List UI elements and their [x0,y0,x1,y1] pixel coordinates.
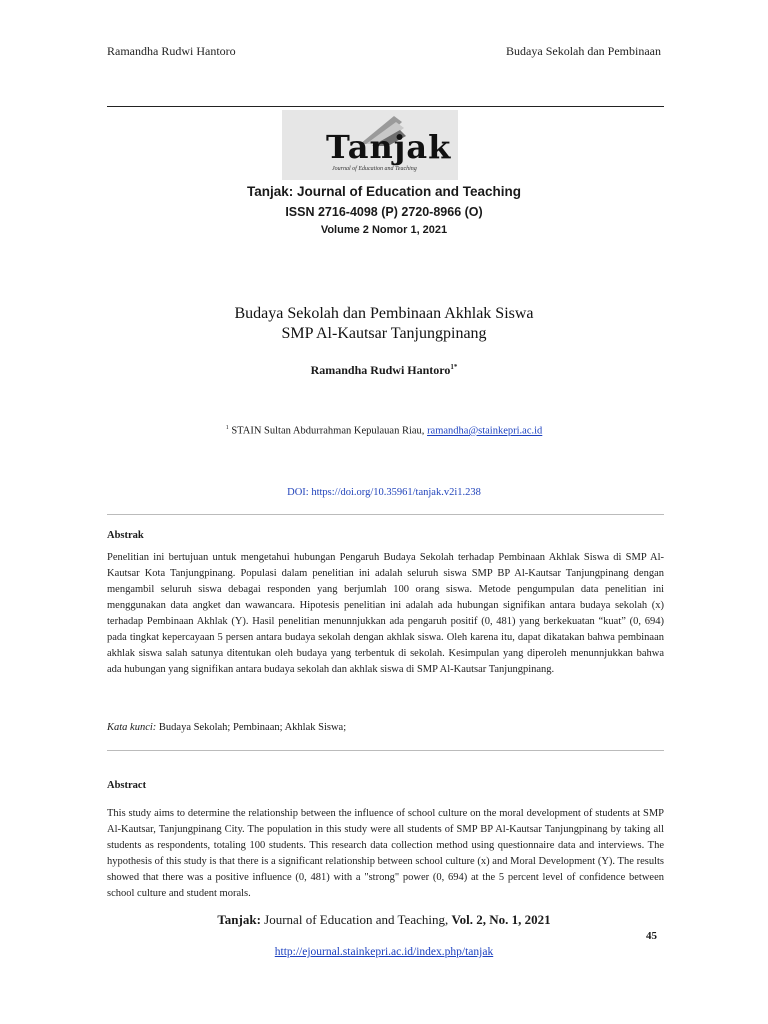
running-header [107,44,661,59]
abstrak-heading: Abstrak [107,530,144,541]
author-email-link[interactable]: ramandha@stainkepri.ac.id [427,425,543,437]
affiliation-superscript: 1 [225,425,229,431]
logo-tagline: Journal of Education and Teaching [332,166,417,172]
doi-link[interactable]: DOI: https://doi.org/10.35961/tanjak.v2i1.238 [287,487,481,498]
abstrak-top-rule [107,514,664,515]
article-title-line2: SMP Al-Kautsar Tanjungpinang [281,325,487,342]
journal-url-link[interactable]: http://ejournal.stainkepri.ac.id/index.php/tanjak [274,946,494,958]
page-number: 45 [646,930,657,942]
affiliation [0,425,768,437]
footer-journal-citation [0,912,768,928]
abstract-top-rule [107,750,664,751]
author-superscript: 1* [450,363,458,371]
running-header-author: Ramandha Rudwi Hantoro [107,44,236,58]
abstract-body: This study aims to determine the relationship between the influence of school culture on the moral development of students at SMP Al-Kautsar, Tanjungpinang City. The population in this study were all students of SMP BP Al-Kautsar Tanjungpinang by taking all students as respondents, totaling 100 students. This research data collection method using questionnaire data and interviews. The hypothesis of this study is that there is a significant relationship between school culture (x) and Moral Development (Y). The results showed that there was a positive influence (0, 481) with a "strong" power (0, 694) at the 5 percent level of confidence between school culture and student morals. [107,808,664,899]
author-name [0,363,768,378]
journal-info [0,184,768,236]
author-text: Ramandha Rudwi Hantoro [310,363,451,377]
footer-journal-middle: Journal of Education and Teaching, [260,912,452,927]
footer-journal-volume: Vol. 2, No. 1, 2021 [451,912,551,927]
keywords [107,722,346,733]
logo-wordmark: Tanjak [326,128,452,166]
article-title-line1: Budaya Sekolah dan Pembinaan Akhlak Siswa [234,305,534,322]
affiliation-text: STAIN Sultan Abdurrahman Kepulauan Riau, [228,425,428,437]
journal-volume: Volume 2 Nomor 1, 2021 [320,224,448,236]
abstrak-body: Penelitian ini bertujuan untuk mengetahui hubungan Pengaruh Budaya Sekolah terhadap Pembinaan Akhlak Siswa di SMP Al-Kautsar Kota Tanjungpinang. Populasi dalam penelitian ini adalah seluruh siswa SMP BP Al-Kautsar Tanjungpinang dengan mengambil seluruh siswa debagai responden yang berjumlah 100 orang siswa. Metode pengumpulan data penelitian ini menggunakan data angket dan wawancara. Hipotesis penelitian ini adalah ada hubungan signifikan antara budaya sekolah (x) terhadap Pembinaan Akhlak (Y). Hasil penelitian menunnjukkan ada pengaruh positif (0, 481) yang berkekuatan “kuat” (0, 694) pada tingkat kepercayaan 5 persen antara budaya sekolah dengan akhlak siswa. Oleh karena itu, dapat dikatakan bahwa pembinaan akhlak siswa salah satunya ditentukan oleh budaya yang terbentuk di sekolah. Kesimpulan yang diperoleh menunnjukkan bahwa ada hubungan yang signifikan antara budaya sekolah dan akhlak siswa di SMP Al-Kautsar Tanjungpinang. [107,552,664,675]
header-divider [107,106,664,107]
journal-logo [282,110,458,180]
running-header-title: Budaya Sekolah dan Pembinaan [506,44,661,58]
footer-journal-prefix: Tanjak: [217,912,261,927]
abstract-heading: Abstract [107,780,147,791]
journal-issn: ISSN 2716-4098 (P) 2720-8966 (O) [285,205,483,219]
article-title [0,304,768,344]
keywords-list: Budaya Sekolah; Pembinaan; Akhlak Siswa; [156,722,347,733]
keywords-label: Kata kunci: [107,722,157,733]
journal-title: Tanjak: Journal of Education and Teaching [246,184,522,199]
